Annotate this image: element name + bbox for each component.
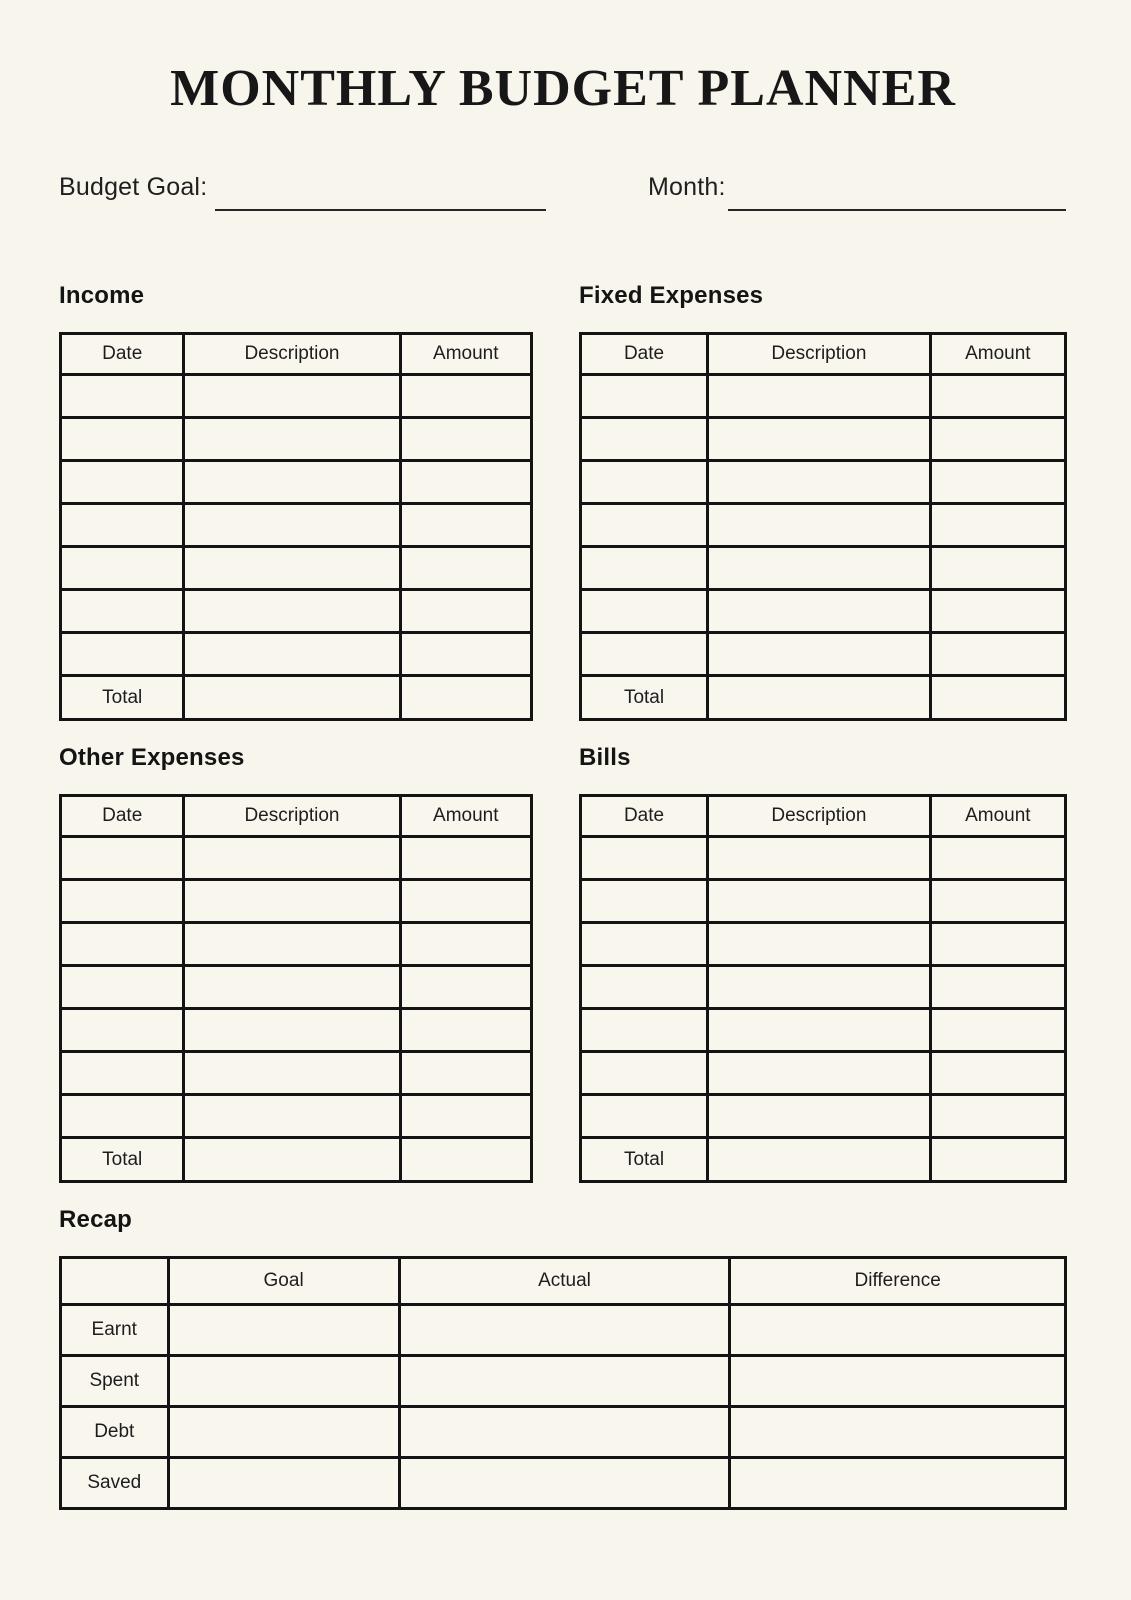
income-table — [59, 332, 533, 721]
recap-section — [59, 1205, 1067, 1510]
fixed-expenses-header-row — [581, 334, 1066, 375]
recap-header-row — [61, 1258, 1066, 1305]
meta-row — [59, 173, 1067, 215]
recap-label-debt: Debt — [61, 1407, 169, 1458]
recap-column-blank — [61, 1258, 169, 1305]
other-expenses-empty-row — [61, 923, 532, 966]
recap-heading: Recap — [59, 1206, 133, 1233]
recap-label-earnt: Earnt — [61, 1305, 169, 1356]
income-empty-row — [61, 418, 532, 461]
month-label: Month: — [648, 173, 726, 201]
bills-column-date: Date — [581, 796, 708, 837]
income-column-date: Date — [61, 334, 184, 375]
bills-heading: Bills — [579, 744, 631, 771]
other-expenses-empty-row — [61, 1052, 532, 1095]
other-expenses-table — [59, 794, 533, 1183]
other-expenses-empty-row — [61, 1009, 532, 1052]
other-expenses-column-description: Description — [184, 796, 400, 837]
fixed-expenses-total-row — [581, 676, 1066, 720]
bills-table — [579, 794, 1067, 1183]
bills-total-label: Total — [581, 1138, 708, 1182]
recap-column-difference: Difference — [730, 1258, 1066, 1305]
bills-section — [579, 743, 1067, 1183]
income-header-row — [61, 334, 532, 375]
other-expenses-header-row — [61, 796, 532, 837]
fixed-expenses-empty-row — [581, 547, 1066, 590]
income-empty-row — [61, 504, 532, 547]
fixed-expenses-section — [579, 281, 1067, 721]
other-expenses-total-label: Total — [61, 1138, 184, 1182]
recap-label-spent: Spent — [61, 1356, 169, 1407]
budget-goal-label: Budget Goal: — [59, 173, 208, 201]
fixed-expenses-empty-row — [581, 590, 1066, 633]
bills-header-row — [581, 796, 1066, 837]
fixed-expenses-heading: Fixed Expenses — [579, 282, 764, 309]
bills-total-row — [581, 1138, 1066, 1182]
fixed-expenses-empty-row — [581, 461, 1066, 504]
income-section — [59, 281, 533, 721]
bills-empty-row — [581, 1009, 1066, 1052]
fixed-expenses-column-description: Description — [708, 334, 931, 375]
recap-row-debt — [61, 1407, 1066, 1458]
bills-column-description: Description — [708, 796, 931, 837]
other-expenses-empty-row — [61, 966, 532, 1009]
fixed-expenses-total-label: Total — [581, 676, 708, 720]
income-empty-row — [61, 461, 532, 504]
income-empty-row — [61, 633, 532, 676]
fixed-expenses-column-date: Date — [581, 334, 708, 375]
other-expenses-empty-row — [61, 1095, 532, 1138]
bills-empty-row — [581, 966, 1066, 1009]
month-input-line — [728, 209, 1066, 211]
income-empty-row — [61, 547, 532, 590]
income-total-label: Total — [61, 676, 184, 720]
budget-goal-input-line — [215, 209, 546, 211]
fixed-expenses-column-amount: Amount — [930, 334, 1065, 375]
other-expenses-section — [59, 743, 533, 1183]
income-total-row — [61, 676, 532, 720]
recap-row-saved — [61, 1458, 1066, 1509]
income-empty-row — [61, 375, 532, 418]
tables-grid — [59, 281, 1067, 1183]
other-expenses-column-date: Date — [61, 796, 184, 837]
bills-empty-row — [581, 880, 1066, 923]
other-expenses-column-amount: Amount — [400, 796, 531, 837]
fixed-expenses-table — [579, 332, 1067, 721]
other-expenses-total-row — [61, 1138, 532, 1182]
other-expenses-empty-row — [61, 837, 532, 880]
bills-empty-row — [581, 837, 1066, 880]
income-heading: Income — [59, 282, 145, 309]
income-column-description: Description — [184, 334, 400, 375]
recap-table — [59, 1256, 1067, 1510]
fixed-expenses-empty-row — [581, 418, 1066, 461]
fixed-expenses-empty-row — [581, 633, 1066, 676]
recap-column-actual: Actual — [399, 1258, 730, 1305]
fixed-expenses-empty-row — [581, 375, 1066, 418]
bills-empty-row — [581, 923, 1066, 966]
other-expenses-empty-row — [61, 880, 532, 923]
recap-row-earnt — [61, 1305, 1066, 1356]
recap-column-goal: Goal — [168, 1258, 399, 1305]
bills-empty-row — [581, 1095, 1066, 1138]
other-expenses-heading: Other Expenses — [59, 744, 245, 771]
fixed-expenses-empty-row — [581, 504, 1066, 547]
bills-empty-row — [581, 1052, 1066, 1095]
income-column-amount: Amount — [400, 334, 531, 375]
recap-label-saved: Saved — [61, 1458, 169, 1509]
income-empty-row — [61, 590, 532, 633]
recap-row-spent — [61, 1356, 1066, 1407]
page-title: MONTHLY BUDGET PLANNER — [170, 60, 956, 117]
bills-column-amount: Amount — [930, 796, 1065, 837]
